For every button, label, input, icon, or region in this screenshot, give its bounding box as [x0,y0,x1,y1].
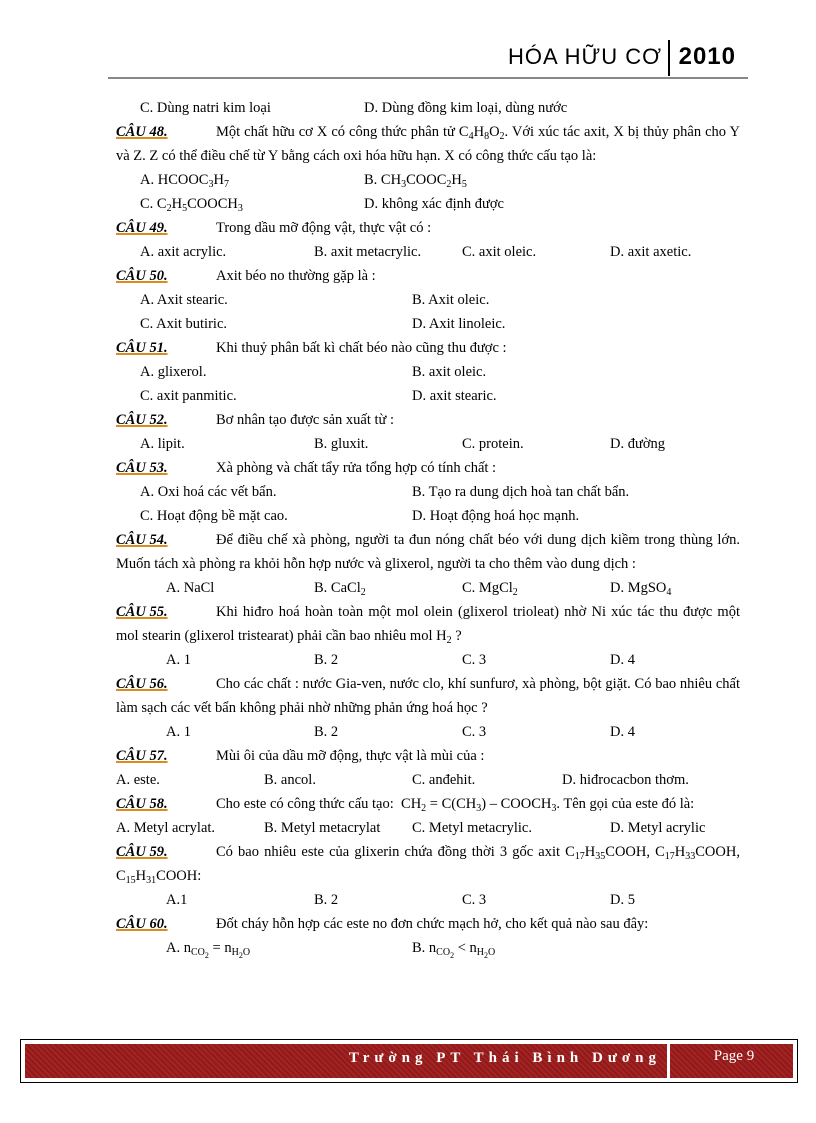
question-49 [116,216,740,240]
option-b: B. Metyl metacrylat [264,820,381,836]
question-label: CÂU 51. [116,340,168,356]
question-text: Cho các chất : nước Gia-ven, nước clo, khí sunfurơ, xà phòng, bột giặt. Có bao nhiêu chất làm sạch các vết bẩn không phải nhờ những phản ứng hoá học ? [116,676,740,716]
options-row [116,936,740,960]
option-c: C. MgCl$_2$ [462,580,518,598]
option-a: A. NaCl [166,580,215,596]
question-label: CÂU 56. [116,676,168,692]
option-d: D. không xác định được [364,196,504,212]
question-label: CÂU 49. [116,220,168,236]
question-60 [116,912,740,936]
option-a: A. Metyl acrylat. [116,820,216,836]
question-text: Có bao nhiêu este của glixerin chứa đồng thời 3 gốc axit $C_{17}H_{35}COOH$, $C_{17}H_{33}COOH$, $C_{15}H_{31}COOH$: [116,844,740,886]
question-51 [116,336,740,360]
options-row [116,192,740,216]
options-row [116,576,740,600]
option-d: D. Hoạt động hoá học mạnh. [412,508,580,524]
option-c: C. 3 [462,724,487,740]
question-text: Để điều chế xà phòng, người ta đun nóng chất béo với dung dịch kiềm trong thùng lớn. Muốn tách xà phòng ra khỏi hỗn hợp nước và glixerol, người ta cho thêm vào dung dịch : [116,532,740,572]
question-text: Trong dầu mỡ động vật, thực vật có : [216,220,432,236]
options-row [116,360,740,384]
question-50 [116,264,740,288]
question-text: Khi thuỷ phân bất kì chất béo nào cũng thu được : [216,340,507,356]
question-text: Cho este có công thức cấu tạo: $CH_2 = C(CH_3)$ – $COOCH_3$. Tên gọi của este đó là: [216,796,695,814]
option-b: B. CaCl$_2$ [314,580,366,598]
option-d: D. Dùng đồng kim loại, dùng nước [364,100,568,116]
option-a: A. lipit. [140,436,185,452]
option-a: A. Oxi hoá các vết bẩn. [140,484,277,500]
option-c: C. Dùng natri kim loại [140,100,271,116]
question-label: CÂU 50. [116,268,168,284]
option-b: B. $n_{CO_2} < n_{H_2O}$ [412,940,496,960]
option-b: B. Axit oleic. [412,292,490,308]
page-header [108,40,748,78]
option-b: B. axit oleic. [412,364,487,380]
options-row [116,240,740,264]
options-row [116,504,740,528]
option-d: D. 4 [610,724,635,740]
options-row [116,312,740,336]
option-b: B. ancol. [264,772,316,788]
option-d: D. axit axetic. [610,244,692,260]
options-row [116,288,740,312]
option-d: D. đường [610,436,665,452]
option-a: A. 1 [166,652,191,668]
carryover-options [116,96,740,120]
option-c: C. Metyl metacrylic. [412,820,532,836]
option-c: C. 3 [462,892,487,908]
question-52 [116,408,740,432]
options-row [116,768,740,792]
question-text: Một chất hữu cơ X có công thức phân tử $C_4H_8O_2$. Với xúc tác axit, X bị thủy phân cho Y và Z. Z có thể điều chế từ Y bằng cách oxi hóa hữu hạn. X có công thức cấu tạo là: [116,124,740,164]
question-label: CÂU 48. [116,124,168,140]
option-a: A. 1 [166,724,191,740]
option-d: D. Axit linoleic. [412,316,506,332]
option-a: A. $HCOOC_3H_7$ [140,172,229,190]
question-label: CÂU 55. [116,604,168,620]
options-row [116,168,740,192]
option-a: A. axit acrylic. [140,244,227,260]
question-label: CÂU 58. [116,796,168,812]
options-row [116,384,740,408]
question-53 [116,456,740,480]
question-text: Đốt cháy hỗn hợp các este no đơn chức mạch hở, cho kết quả nào sau đây: [216,916,649,932]
option-a: A. Axit stearic. [140,292,228,308]
question-text: Bơ nhân tạo được sản xuất từ : [216,412,395,428]
option-c: C. anđehit. [412,772,476,788]
footer-school: Trường PT Thái Bình Dương [348,1050,661,1066]
question-54 [116,528,740,576]
page-number: Page 9 [713,1048,755,1064]
question-text: Khi hiđro hoá hoàn toàn một mol olein (glixerol trioleat) nhờ Ni xúc tác thu được một mol stearin (glixerol tristearat) phải cần bao nhiêu mol $H_2$ ? [116,604,740,646]
option-d: D. axit stearic. [412,388,497,404]
question-list [116,96,740,960]
question-55 [116,600,740,648]
question-label: CÂU 60. [116,916,168,932]
question-57 [116,744,740,768]
question-text: Mùi ôi của dầu mỡ động, thực vật là mùi của : [216,748,485,764]
option-d: D. hiđrocacbon thơm. [562,772,689,788]
option-b: B. Tạo ra dung dịch hoà tan chất bẩn. [412,484,630,500]
question-label: CÂU 54. [116,532,168,548]
header-divider [668,40,670,76]
page-footer [20,1039,798,1083]
options-row [116,480,740,504]
option-d: D. 5 [610,892,635,908]
option-c: C. Axit butiric. [140,316,227,332]
question-label: CÂU 57. [116,748,168,764]
header-year: 2010 [678,43,736,70]
option-a: A.1 [166,892,188,908]
option-c: C. 3 [462,652,487,668]
option-c: C. protein. [462,436,524,452]
question-58 [116,792,740,816]
header-rule [108,77,748,79]
option-a: A. este. [116,772,160,788]
question-text: Axit béo no thường gặp là : [216,268,376,284]
question-label: CÂU 53. [116,460,168,476]
option-c: C. axit panmitic. [140,388,237,404]
option-b: B. 2 [314,652,339,668]
options-row [116,720,740,744]
options-row [116,432,740,456]
option-b: B. gluxit. [314,436,369,452]
option-b: B. $CH_3COOC_2H_5$ [364,172,467,190]
option-c: C. $C_2H_5COOCH_3$ [140,196,243,214]
question-text: Xà phòng và chất tẩy rửa tổng hợp có tính chất : [216,460,497,476]
footer-divider [667,1040,670,1082]
option-d: D. MgSO$_4$ [610,580,672,598]
option-b: B. axit metacrylic. [314,244,422,260]
option-a: A. glixerol. [140,364,207,380]
question-label: CÂU 52. [116,412,168,428]
option-a: A. $n_{CO_2} = n_{H_2O}$ [166,940,251,960]
question-59 [116,840,740,888]
option-d: D. 4 [610,652,635,668]
option-c: C. Hoạt động bề mặt cao. [140,508,288,524]
option-b: B. 2 [314,892,339,908]
options-row [116,816,740,840]
options-row [116,888,740,912]
question-56 [116,672,740,720]
option-b: B. 2 [314,724,339,740]
header-subject: HÓA HỮU CƠ [508,44,662,69]
option-d: D. Metyl acrylic [610,820,706,836]
question-48 [116,120,740,168]
option-c: C. axit oleic. [462,244,537,260]
question-label: CÂU 59. [116,844,168,860]
options-row [116,648,740,672]
